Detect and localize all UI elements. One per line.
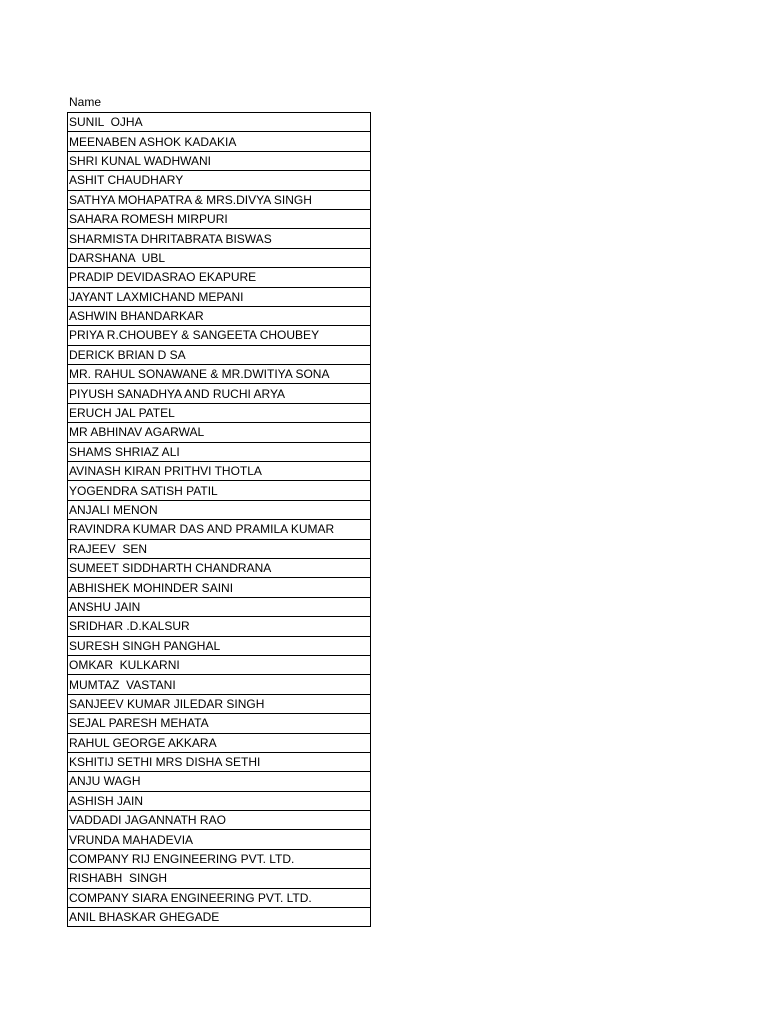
name-cell: RAHUL GEORGE AKKARA: [68, 733, 371, 752]
name-cell: SHARMISTA DHRITABRATA BISWAS: [68, 229, 371, 248]
table-row: [68, 248, 371, 267]
name-cell: SAHARA ROMESH MIRPURI: [68, 209, 371, 228]
table-row: [68, 811, 371, 830]
table-row: [68, 791, 371, 810]
table-row: [68, 209, 371, 228]
name-cell: COMPANY RIJ ENGINEERING PVT. LTD.: [68, 849, 371, 868]
name-cell: ASHIT CHAUDHARY: [68, 171, 371, 190]
names-table-body: [68, 113, 371, 927]
name-cell: AVINASH KIRAN PRITHVI THOTLA: [68, 462, 371, 481]
table-row: [68, 423, 371, 442]
name-cell: ASHISH JAIN: [68, 791, 371, 810]
table-row: [68, 384, 371, 403]
table-row: [68, 539, 371, 558]
name-cell: ANIL BHASKAR GHEGADE: [68, 908, 371, 927]
table-row: [68, 190, 371, 209]
name-cell: COMPANY SIARA ENGINEERING PVT. LTD.: [68, 888, 371, 907]
name-cell: PRADIP DEVIDASRAO EKAPURE: [68, 268, 371, 287]
table-row: [68, 655, 371, 674]
table-row: [68, 113, 371, 132]
table-row: [68, 772, 371, 791]
table-row: [68, 481, 371, 500]
name-cell: ANJU WAGH: [68, 772, 371, 791]
name-cell: SUMEET SIDDHARTH CHANDRANA: [68, 558, 371, 577]
name-cell: SRIDHAR .D.KALSUR: [68, 617, 371, 636]
name-cell: ASHWIN BHANDARKAR: [68, 306, 371, 325]
name-cell: SANJEEV KUMAR JILEDAR SINGH: [68, 694, 371, 713]
table-row: [68, 268, 371, 287]
name-cell: DARSHANA UBL: [68, 248, 371, 267]
name-cell: JAYANT LAXMICHAND MEPANI: [68, 287, 371, 306]
name-cell: ANSHU JAIN: [68, 597, 371, 616]
table-row: [68, 694, 371, 713]
table-row: [68, 462, 371, 481]
table-row: [68, 752, 371, 771]
table-row: [68, 733, 371, 752]
name-cell: RAVINDRA KUMAR DAS AND PRAMILA KUMAR: [68, 520, 371, 539]
table-row: [68, 520, 371, 539]
table-row: [68, 287, 371, 306]
name-cell: OMKAR KULKARNI: [68, 655, 371, 674]
name-cell: ABHISHEK MOHINDER SAINI: [68, 578, 371, 597]
table-row: [68, 830, 371, 849]
table-row: [68, 597, 371, 616]
table-row: [68, 365, 371, 384]
name-cell: VADDADI JAGANNATH RAO: [68, 811, 371, 830]
table-row: [68, 849, 371, 868]
name-cell: DERICK BRIAN D SA: [68, 345, 371, 364]
table-row: [68, 617, 371, 636]
table-row: [68, 442, 371, 461]
table-row: [68, 869, 371, 888]
name-cell: RAJEEV SEN: [68, 539, 371, 558]
table-row: [68, 306, 371, 325]
name-cell: SHAMS SHRIAZ ALI: [68, 442, 371, 461]
name-cell: SATHYA MOHAPATRA & MRS.DIVYA SINGH: [68, 190, 371, 209]
table-row: [68, 636, 371, 655]
names-table: [67, 112, 371, 927]
table-row: [68, 908, 371, 927]
name-cell: MEENABEN ASHOK KADAKIA: [68, 132, 371, 151]
table-row: [68, 151, 371, 170]
name-cell: SHRI KUNAL WADHWANI: [68, 151, 371, 170]
table-row: [68, 888, 371, 907]
table-row: [68, 132, 371, 151]
name-cell: SUNIL OJHA: [68, 113, 371, 132]
column-header-name: Name: [69, 95, 102, 109]
table-row: [68, 558, 371, 577]
name-cell: RISHABH SINGH: [68, 869, 371, 888]
table-row: [68, 171, 371, 190]
name-cell: ANJALI MENON: [68, 500, 371, 519]
name-cell: PIYUSH SANADHYA AND RUCHI ARYA: [68, 384, 371, 403]
table-row: [68, 578, 371, 597]
name-cell: SURESH SINGH PANGHAL: [68, 636, 371, 655]
name-cell: KSHITIJ SETHI MRS DISHA SETHI: [68, 752, 371, 771]
table-row: [68, 675, 371, 694]
name-cell: SEJAL PARESH MEHATA: [68, 714, 371, 733]
table-row: [68, 229, 371, 248]
name-cell: MUMTAZ VASTANI: [68, 675, 371, 694]
table-row: [68, 403, 371, 422]
name-cell: ERUCH JAL PATEL: [68, 403, 371, 422]
name-cell: PRIYA R.CHOUBEY & SANGEETA CHOUBEY: [68, 326, 371, 345]
spreadsheet-page: [67, 92, 371, 927]
name-cell: MR ABHINAV AGARWAL: [68, 423, 371, 442]
table-row: [68, 500, 371, 519]
name-cell: YOGENDRA SATISH PATIL: [68, 481, 371, 500]
table-row: [68, 714, 371, 733]
name-cell: VRUNDA MAHADEVIA: [68, 830, 371, 849]
table-row: [68, 326, 371, 345]
table-row: [68, 345, 371, 364]
name-cell: MR. RAHUL SONAWANE & MR.DWITIYA SONA: [68, 365, 371, 384]
